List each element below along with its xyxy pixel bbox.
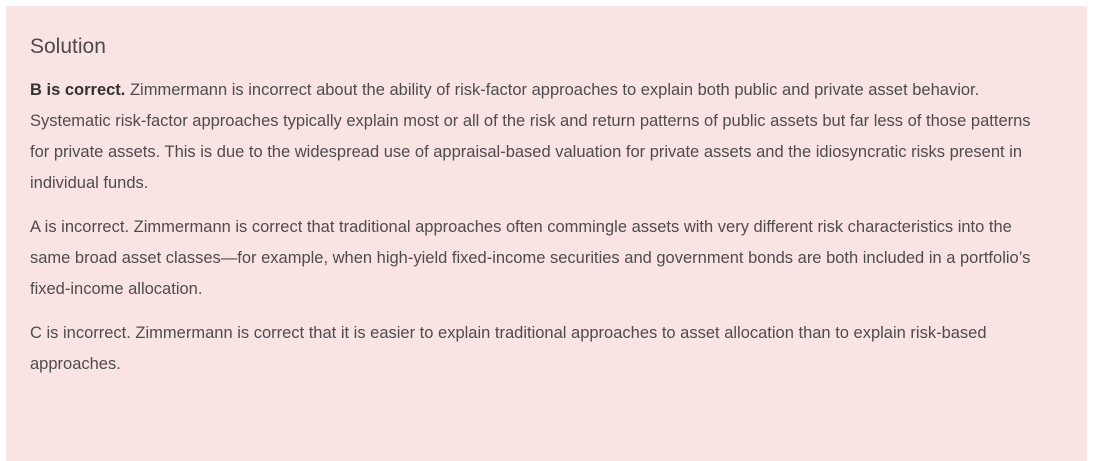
solution-paragraph-c <box>30 318 1053 380</box>
answer-b-text: Zimmermann is incorrect about the ability of risk-factor approaches to explain both public and private asset behavior. Systematic risk-factor approaches typically explain most or all of the risk and return patterns of public assets but far less of those patterns for private assets. This is due to the widespread use of appraisal-based valuation for private assets and the idiosyncratic risks present in individual funds. <box>30 81 1031 193</box>
page-title: Solution <box>30 35 106 58</box>
answer-b-lead: B is correct. <box>30 81 126 100</box>
answer-c-text: C is incorrect. Zimmermann is correct that it is easier to explain traditional approaches to asset allocation than to explain risk-based approaches. <box>30 324 987 374</box>
answer-a-text: A is incorrect. Zimmermann is correct that traditional approaches often commingle assets with very different risk characteristics into the same broad asset classes—for example, when high-yield fixed-income securities and government bonds are both included in a portfolio’s fixed-income allocation. <box>30 218 1031 299</box>
solution-paragraph-a <box>30 212 1053 305</box>
solution-panel <box>6 6 1087 461</box>
solution-paragraph-b <box>30 75 1053 199</box>
